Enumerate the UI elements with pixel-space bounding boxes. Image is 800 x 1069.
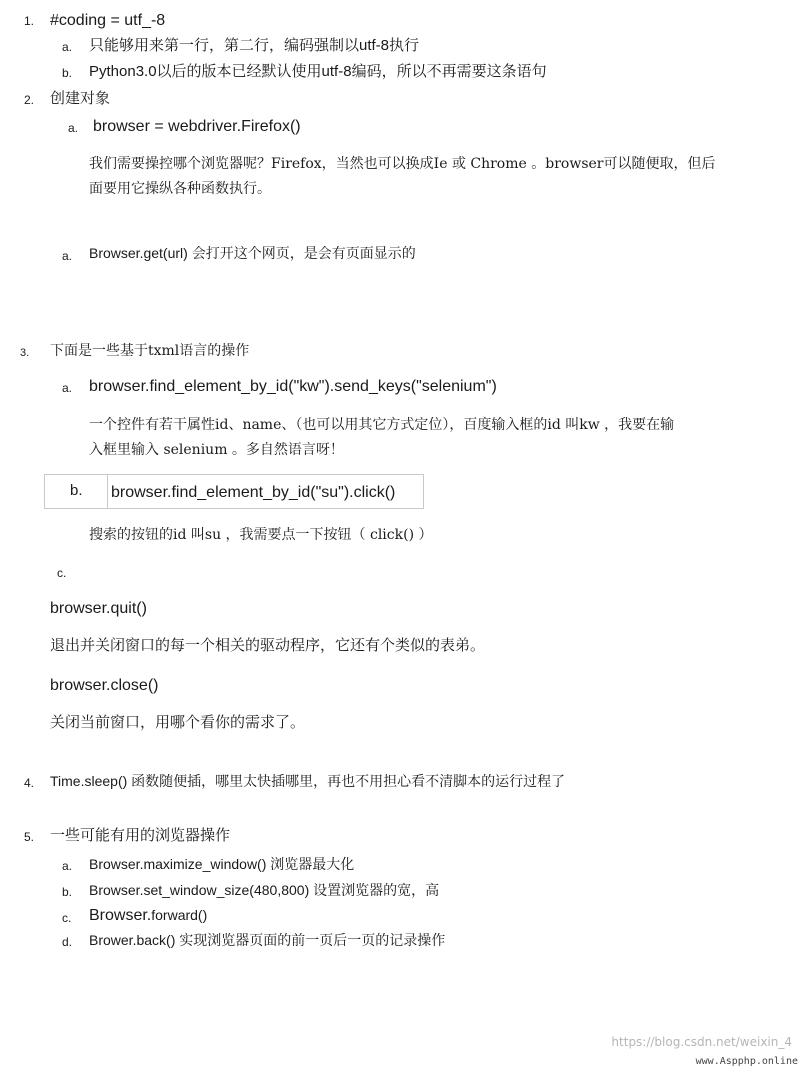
item-5b-marker: b.: [62, 885, 73, 899]
item-1b-text: Python3.0以后的版本已经默认使用utf-8编码，所以不再需要这条语句: [89, 63, 547, 80]
item-3c-marker: c.: [57, 566, 67, 580]
close-code: browser.close(): [50, 677, 159, 694]
item-3a-marker: a.: [62, 381, 73, 395]
item-2a-code: browser = webdriver.Firefox(): [93, 118, 301, 135]
item-5-number: 5.: [24, 830, 35, 844]
item-1-title: #coding = utf_-8: [50, 12, 166, 29]
item-5d-text: Brower.back() 实现浏览器页面的前一页后一页的记录操作: [89, 932, 446, 948]
item-2-paragraph-line1: 我们需要操控哪个浏览器呢？Firefox，当然也可以换成Ie 或 Chrome 。browser可以随便取，但后: [89, 156, 716, 172]
item-5c-text: [89, 906, 207, 925]
item-4-text: Time.sleep() 函数随便插，哪里太快插哪里，再也不用担心看不清脚本的运行过程了: [50, 773, 566, 789]
item-5c-text-small: forward(): [151, 907, 208, 923]
item-4-number: 4.: [24, 776, 35, 790]
item-5d-marker: d.: [62, 935, 73, 949]
item-3-paragraph-line1: 一个控件有若干属性id、name、（也可以用其它方式定位），百度输入框的id 叫kw ，我要在输: [89, 417, 675, 433]
item-1a-marker: a.: [62, 40, 73, 54]
close-description: 关闭当前窗口，用哪个看你的需求了。: [50, 714, 306, 731]
item-3-paragraph-line2: 入框里输入 selenium 。多自然语言呀！: [89, 442, 344, 458]
item-2-paragraph-line2: 面要用它操纵各种函数执行。: [89, 181, 271, 197]
quit-code: browser.quit(): [50, 600, 147, 617]
code-box-divider: [107, 475, 108, 508]
item-5-title: 一些可能有用的浏览器操作: [50, 827, 231, 844]
item-2a2-text: Browser.get(url) 会打开这个网页，是会有页面显示的: [89, 245, 416, 261]
item-3b-marker: b.: [70, 482, 83, 499]
item-3-number: 3.: [20, 347, 30, 359]
quit-description: 退出并关闭窗口的每一个相关的驱动程序，它还有个类似的表弟。: [50, 637, 486, 654]
item-3-title: 下面是一些基于txml语言的操作: [50, 343, 250, 359]
item-5c-marker: c.: [62, 911, 72, 925]
item-5a-marker: a.: [62, 859, 73, 873]
item-1-number: 1.: [24, 14, 35, 28]
item-5b-text: Browser.set_window_size(480,800) 设置浏览器的宽，高: [89, 882, 440, 898]
item-2-title: 创建对象: [50, 90, 111, 107]
item-3b-paragraph: 搜索的按钮的id 叫su ，我需要点一下按钮（ click() ）: [89, 527, 433, 543]
item-1a-text: 只能够用来第一行，第二行，编码强制以utf-8执行: [89, 37, 420, 54]
item-2a-marker: a.: [68, 121, 79, 135]
item-2a2-marker: a.: [62, 249, 73, 263]
item-5a-text: Browser.maximize_window() 浏览器最大化: [89, 856, 355, 872]
item-3b-code: browser.find_element_by_id("su").click(): [111, 484, 396, 501]
item-5c-text-large: Browser.: [89, 907, 152, 924]
item-2-number: 2.: [24, 93, 35, 107]
watermark: https://blog.csdn.net/weixin_4: [611, 1035, 792, 1049]
item-3a-code: browser.find_element_by_id("kw").send_keys("selenium"): [89, 378, 497, 395]
site-stamp: www.Aspphp.online: [695, 1056, 798, 1067]
item-1b-marker: b.: [62, 66, 73, 80]
